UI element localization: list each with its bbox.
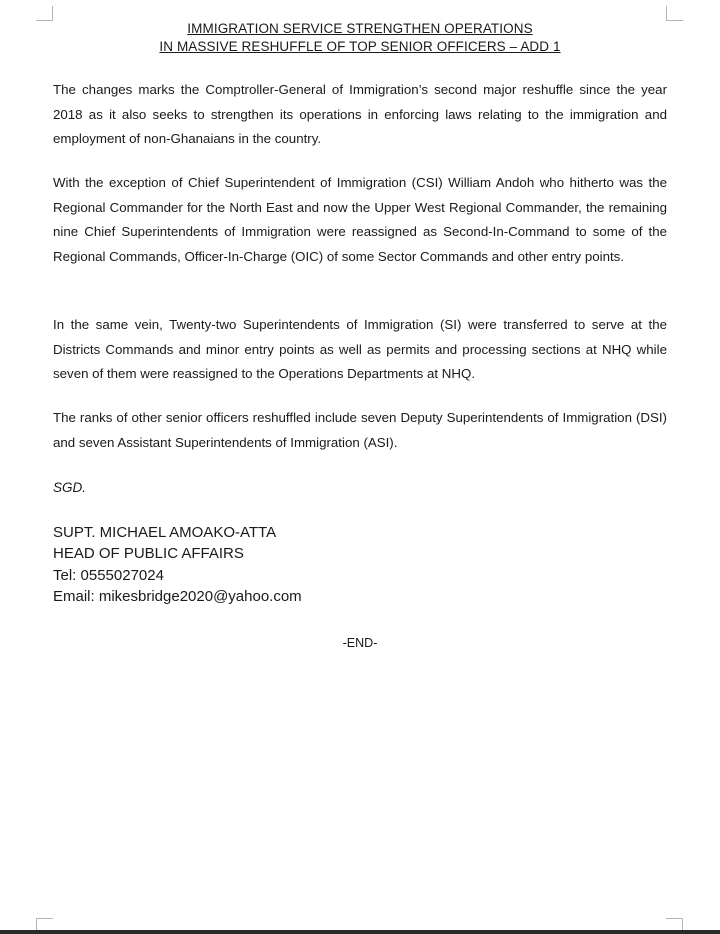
crop-mark-top-right bbox=[666, 6, 683, 21]
paragraph-4: The ranks of other senior officers reshuffled include seven Deputy Superintendents of Immigration (DSI) and seven Assistant Superintendents of Immigration (ASI). bbox=[53, 410, 667, 450]
paragraph-3: In the same vein, Twenty-two Superintendents of Immigration (SI) were transferred to serve at the Districts Commands and minor entry points as well as permits and processing sections at NHQ while seven of them were reassigned to the Operations Departments at NHQ. bbox=[53, 317, 667, 381]
crop-mark-top-left bbox=[36, 6, 53, 21]
contact-telephone: Tel: 0555027024 bbox=[53, 566, 164, 584]
contact-email: Email: mikesbridge2020@yahoo.com bbox=[53, 587, 302, 605]
paragraph-2: With the exception of Chief Superintendent of Immigration (CSI) William Andoh who hitherto was the Regional Commander for the North East and now the Upper West Regional Commander, the remaining nine Chief Superintendents of Immigration were reassigned as Second-In-Command to some of the Regional Commands, Officer-In-Charge (OIC) of some Sector Commands and other entry points. bbox=[53, 175, 667, 264]
document-title bbox=[0, 20, 720, 56]
signatory-name: SUPT. MICHAEL AMOAKO-ATTA bbox=[53, 524, 277, 541]
title-line-2: IN MASSIVE RESHUFFLE OF TOP SENIOR OFFICERS – ADD 1 bbox=[159, 39, 561, 54]
signature-block bbox=[53, 522, 302, 607]
signed-mark: SGD. bbox=[53, 480, 87, 495]
end-mark: -END- bbox=[342, 636, 378, 650]
bottom-edge-bar bbox=[0, 930, 720, 934]
signatory-position: HEAD OF PUBLIC AFFAIRS bbox=[53, 545, 244, 563]
paragraph-1: The changes marks the Comptroller-General of Immigration’s second major reshuffle since the year 2018 as it also seeks to strengthen its operations in enforcing laws relating to the immigration and employment of non-Ghanaians in the country. bbox=[53, 82, 667, 146]
title-line-1: IMMIGRATION SERVICE STRENGTHEN OPERATIONS bbox=[187, 21, 533, 36]
